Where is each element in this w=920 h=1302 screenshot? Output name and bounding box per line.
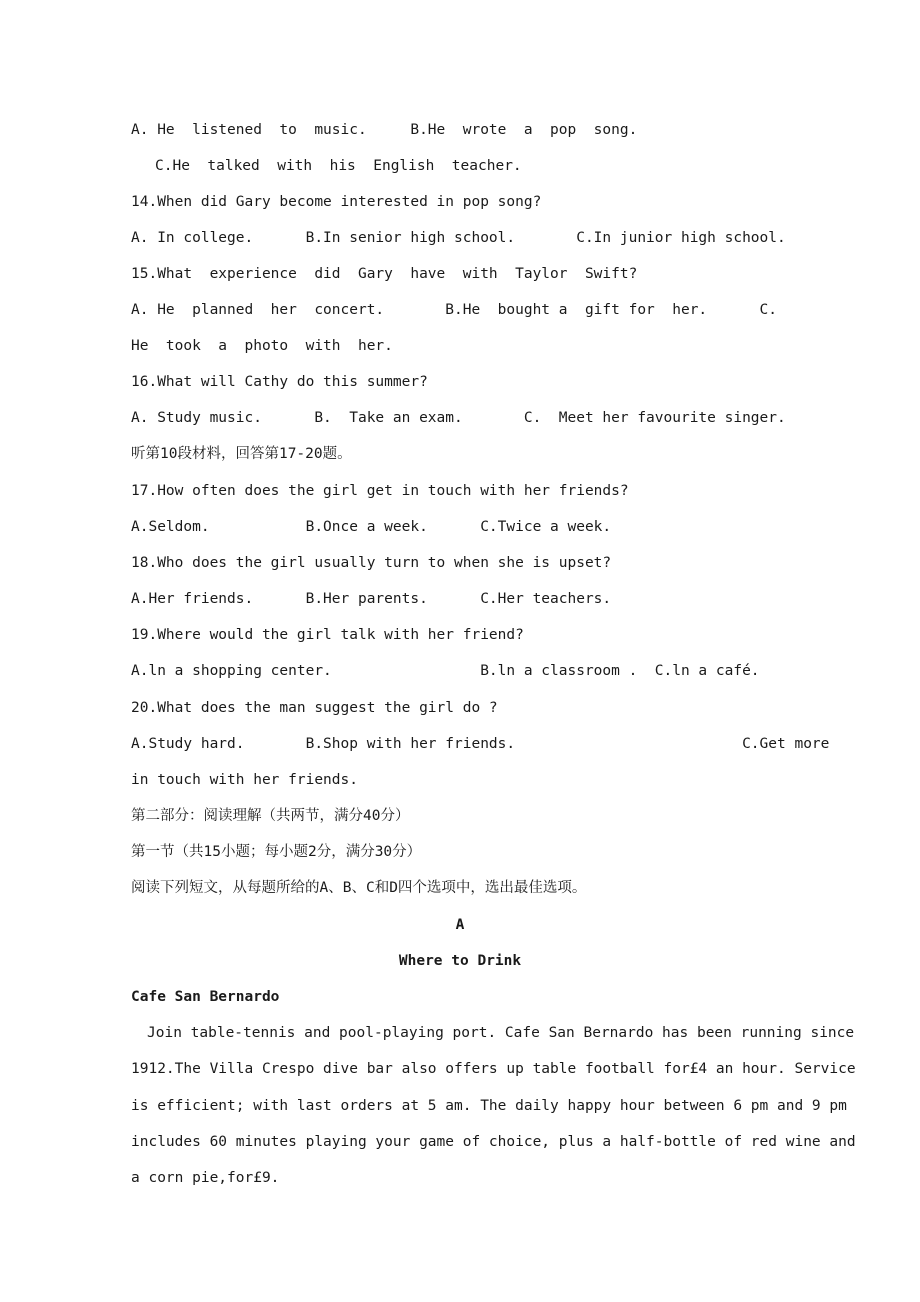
q16-question: 16.What will Cathy do this summer? <box>131 374 428 390</box>
section-instruction-10: 听第10段材料，回答第17-20题。 <box>131 446 352 462</box>
q18-question: 18.Who does the girl usually turn to when she is upset? <box>131 555 612 571</box>
q13-options-line2: C.He talked with his English teacher. <box>155 158 522 174</box>
q17-options: A.Seldom. B.Once a week. C.Twice a week. <box>131 519 612 535</box>
paragraph-line-4: includes 60 minutes playing your game of choice, plus a half-bottle of red wine and <box>131 1134 856 1150</box>
paragraph-line-3: is efficient; with last orders at 5 am. The daily happy hour between 6 pm and 9 pm <box>131 1098 847 1114</box>
reading-instruction: 阅读下列短文，从每题所给的A、B、C和D四个选项中，选出最佳选项。 <box>131 880 587 896</box>
subheading-cafe-san-bernardo: Cafe San Bernardo <box>131 989 280 1005</box>
q20-options-line2: in touch with her friends. <box>131 772 358 788</box>
q15-question: 15.What experience did Gary have with Taylor Swift? <box>131 266 638 282</box>
paragraph-line-1: Join table-tennis and pool-playing port. Cafe San Bernardo has been running since <box>147 1025 855 1041</box>
paragraph-line-5: a corn pie,for£9. <box>131 1170 280 1186</box>
q17-question: 17.How often does the girl get in touch with her friends? <box>131 483 629 499</box>
section-one-heading: 第一节（共15小题；每小题2分，满分30分） <box>131 844 422 860</box>
part-two-heading: 第二部分：阅读理解（共两节，满分40分） <box>131 808 410 824</box>
q13-options-line1: A. He listened to music. B.He wrote a pop song. <box>131 122 638 138</box>
paragraph-line-2: 1912.The Villa Crespo dive bar also offers up table football for£4 an hour. Service <box>131 1061 856 1077</box>
q14-question: 14.When did Gary become interested in pop song? <box>131 194 542 210</box>
q18-options: A.Her friends. B.Her parents. C.Her teachers. <box>131 591 612 607</box>
q15-options-line2: He took a photo with her. <box>131 338 393 354</box>
passage-title: Where to Drink <box>398 953 522 969</box>
q15-options-line1: A. He planned her concert. B.He bought a gift for her. C. <box>131 302 778 318</box>
q14-options: A. In college. B.In senior high school. C.In junior high school. <box>131 230 786 246</box>
q19-question: 19.Where would the girl talk with her friend? <box>131 627 524 643</box>
passage-label: A <box>455 917 465 933</box>
q19-options: A.ln a shopping center. B.ln a classroom . C.ln a café. <box>131 663 760 679</box>
q20-question: 20.What does the man suggest the girl do ? <box>131 700 498 716</box>
q16-options: A. Study music. B. Take an exam. C. Meet her favourite singer. <box>131 410 786 426</box>
q20-options-line1: A.Study hard. B.Shop with her friends. C.Get more <box>131 736 830 752</box>
